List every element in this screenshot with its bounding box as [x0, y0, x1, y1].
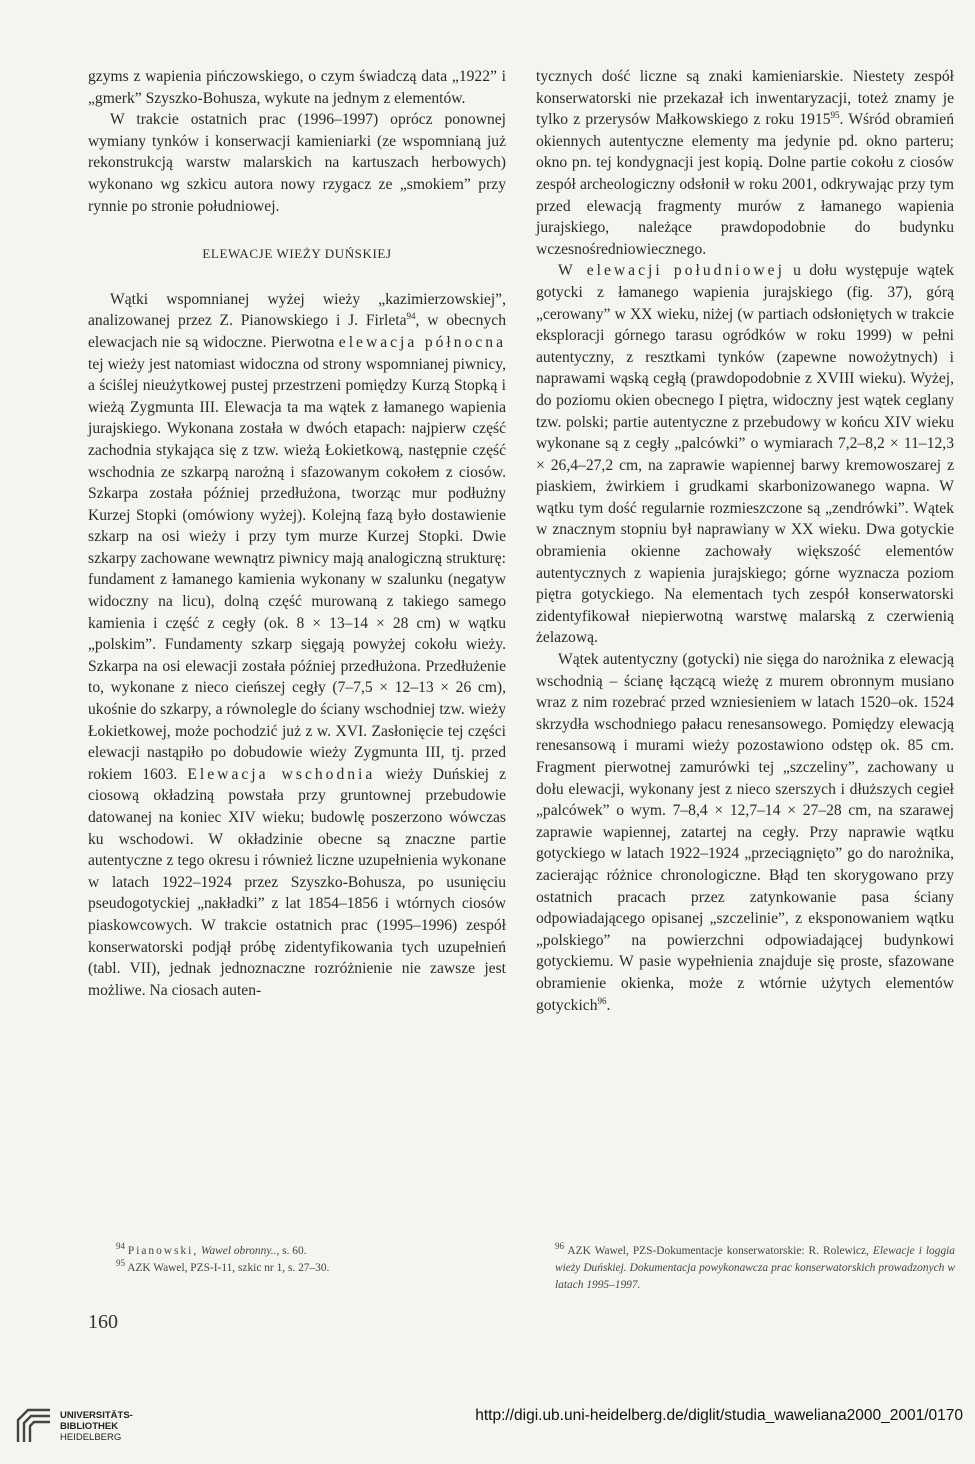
- right-column: [536, 66, 954, 1016]
- footnote-94: $^{94}$ Pianowski, Wawel obronny.., s. 60.: [116, 1241, 307, 1257]
- library-name: UNIVERSITÄTS- BIBLIOTHEK HEIDELBERG: [60, 1410, 133, 1443]
- footnote-95: $^{95}$ AZK Wawel, PZS-I-11, szkic nr 1, s. 27–30.: [116, 1258, 330, 1274]
- paragraph: W elewacji południowej u dołu występuje wątek gotycki z łamanego wapienia jurajskiego (fig. 37), górą „cerowany” w XX wieku, niżej (w partiach odsłoniętych w trakcie eksploracji górnego tarasu ogródków w roku 1999) w pełni autentyczny, z resztkami tynków (zapewne nowożytnych) i naprawami wąską cegłą (prawdopodobnie z XVIII wieku). Wyżej, do poziomu okien obecnego I piętra, widoczny jest wątek ceglany tzw. polski; partie autentyczne z przebudowy w końcu XIV wieku wykonane są z cegły „palcówki” o wymiarach 7,2–8,2 × 11–12,3 × 26,4–27,2 cm, na zaprawie wapiennej barwy kremowoszarej z piaskiem, żwirkiem i grudkami skarbonizowanego wapna. W wątku tym dość regularnie rozmieszczone są „zendrówki”. Wątek w znacznym stopniu był naprawiany w XX wieku. Dwa gotyckie obramienia okienne zachowały większość elementów autentycznych z wapienia jurajskiego; górne wyznacza poziom piętra gotyckiego. Na elementach tych zespół konserwatorski zidentyfikował niepierwotną warstwę malarską z czerwienią żelazową.: [536, 262, 955, 647]
- paragraph: tycznych dość liczne są znaki kamieniarskie. Niestety zespół konserwatorski nie przekazał ich inwentaryzacji, toteż znamy je tylko z przerysów Małkowskiego z roku 1915$^{95}$. Wśród obramień okiennych autentyczne elementy ma jedynie pd. okno parteru; okno pn. tej kondygnacji jest kopią. Dolne partie cokołu z ciosów zespół archeologiczny odsłonił w roku 2001, odkrywając przy tym przed elewacją fragmenty murów z łamanego wapienia jurajskiego, należące prawdopodobnie do budynku wczesnośredniowiecznego.: [536, 68, 954, 258]
- page-number: 160: [88, 1311, 118, 1333]
- footnote-ref[interactable]: 95: [830, 110, 840, 120]
- footnote-ref[interactable]: 94: [406, 311, 416, 322]
- section-heading: ELEWACJE WIEŻY DUŃSKIEJ: [202, 246, 392, 262]
- footnote-ref[interactable]: 96: [597, 995, 607, 1006]
- footnotes-left: [116, 1243, 506, 1277]
- paragraph: W trakcie ostatnich prac (1996–1997) oprócz ponownej wymiany tynków i konserwacji kamieniarki (ze wspomnianą już rekonstrukcją warstw malarskich na kartuszach herbowych) wykonano wg szkicu autora nowy rzygacz ze „smokiem” przy rynnie po stronie południowej.: [88, 111, 506, 215]
- footnotes-right: [555, 1243, 955, 1294]
- paragraph: Wątki wspomnianej wyżej wieży „kazimierzowskiej”, analizowanej przez Z. Pianowskiego i J. Firleta$^{94}$, w obecnych elewacjach nie są widoczne. Pierwotna elewacja północna tej wieży jest natomiast widoczna od strony wspomnianej piwnicy, a ściślej nieużytkowej pustej przestrzeni pomiędzy Kurzą Stopką i wieżą Zygmunta III. Elewacja ta ma wątek z łamanego wapienia jurajskiego. Wykonana została w dwóch etapach: najpierw część zachodnia stykająca się z tzw. wieżą Łokietkową, następnie część wschodnia ze szkarpą narożną i sfazowanym cokołem z ciosów. Szkarpa została później przedłużona, tworząc mur podłużny Kurzej Stopki (omówiony wyżej). Kolejną fazą było dostawienie szkarp na osi wieży i przy tym murze Kurzej Stopki. Dwie szkarpy zachowane wewnątrz piwnicy mają analogiczną strukturę: fundament z łamanego kamienia wykonany w szalunku (negatyw widoczny na licu), dolną część murowaną z takiego samego kamienia i część z cegły (ok. 8 × 13–14 × 28 cm) w wątku „polskim”. Fundamenty szkarp sięgają powyżej cokołu wieży. Szkarpa na osi elewacji została później przedłużona. Przedłużenie to, wykonane z nieco cieńszej cegły (7–7,5 × 12–13 × 26 cm), ukośnie do szkarpy, a równolegle do ściany wschodniej tzw. wieży Łokietkowej, może pochodzić już z w. XVI. Zasłonięcie tej części elewacji nastąpiło po dobudowie wieży Zygmunta III, tj. przed rokiem 1603. Elewacja wschodnia wieży Duńskiej z ciosową okładziną powstała przy gruntownej przebudowie datowanej na koniec XIV wieku; budowlę poszerzono wówczas ku wschodowi. W okładzinie obecne są znaczne partie autentyczne z tego okresu i również liczne uzupełnienia wykonane w latach 1922–1924 przez Szyszko-Bohusza, po usunięciu pseudogotyckiej „nakładki” z lat 1854–1856 i wtórnych ciosów piaskowcowych. W trakcie ostatnich prac (1995–1996) zespół konserwatorski podjął próbę zidentyfikowania tych uzupełnień (tabl. VII), jednak jednoznaczne rozróżnienie nie zawsze jest możliwe. Na ciosach auten-: [88, 290, 506, 999]
- paragraph: Wątek autentyczny (gotycki) nie sięga do narożnika z elewacją wschodnią – ścianę łączącą wieżę z murem obronnym musiano wraz z nim rozebrać przed wzniesieniem w latach 1520–ok. 1524 skrzydła wschodniego pałacu renesansowego. Pomiędzy elewacją renesansową i murami wieży pozostawiono odstęp ok. 85 cm. Fragment pierwotnej zamurówki tej „szczeliny”, zachowany u dołu elewacji, wykonany jest z nieco szerszych i dłuższych cegieł „palcówek” o wym. 7–8,4 × 12,7–14 × 27–28 cm, na szarawej zaprawie wapiennej, zatartej na cegły. Przy naprawie wątku gotyckiego w latach 1922–1924 „przeciągnięto” go do narożnika, zacierając różnice chronologiczne. Błąd ten skorygowano przy ostatnich pracach przez zatynkowanie pasa ściany odpowiadającego opisanej „szczelinie”, z eksponowaniem wątku „polskiego” na powierzchni odpowiadającej budynkowi gotyckiemu. W pasie wypełnienia znajduje się proste, sfazowane obramienie okienka, może z wtórnie użytych elementów gotyckich$^{96}$.: [536, 651, 954, 1014]
- left-column: [88, 66, 506, 1001]
- source-url-link[interactable]: http://digi.ub.uni-heidelberg.de/diglit/studia_waweliana2000_2001/0170: [475, 1407, 963, 1424]
- paragraph: gzyms z wapienia pińczowskiego, o czym świadczą data „1922” i „gmerk” Szyszko-Bohusza, wykute na jednym z elementów.: [88, 68, 506, 107]
- footnote-96: $^{96}$ AZK Wawel, PZS-Dokumentacje konserwatorskie: R. Rolewicz, Elewacje i loggia wieży Duńskiej. Dokumentacja powykonawcza prac konserwatorskich prowadzonych w latach 1995–1997.: [555, 1241, 955, 1291]
